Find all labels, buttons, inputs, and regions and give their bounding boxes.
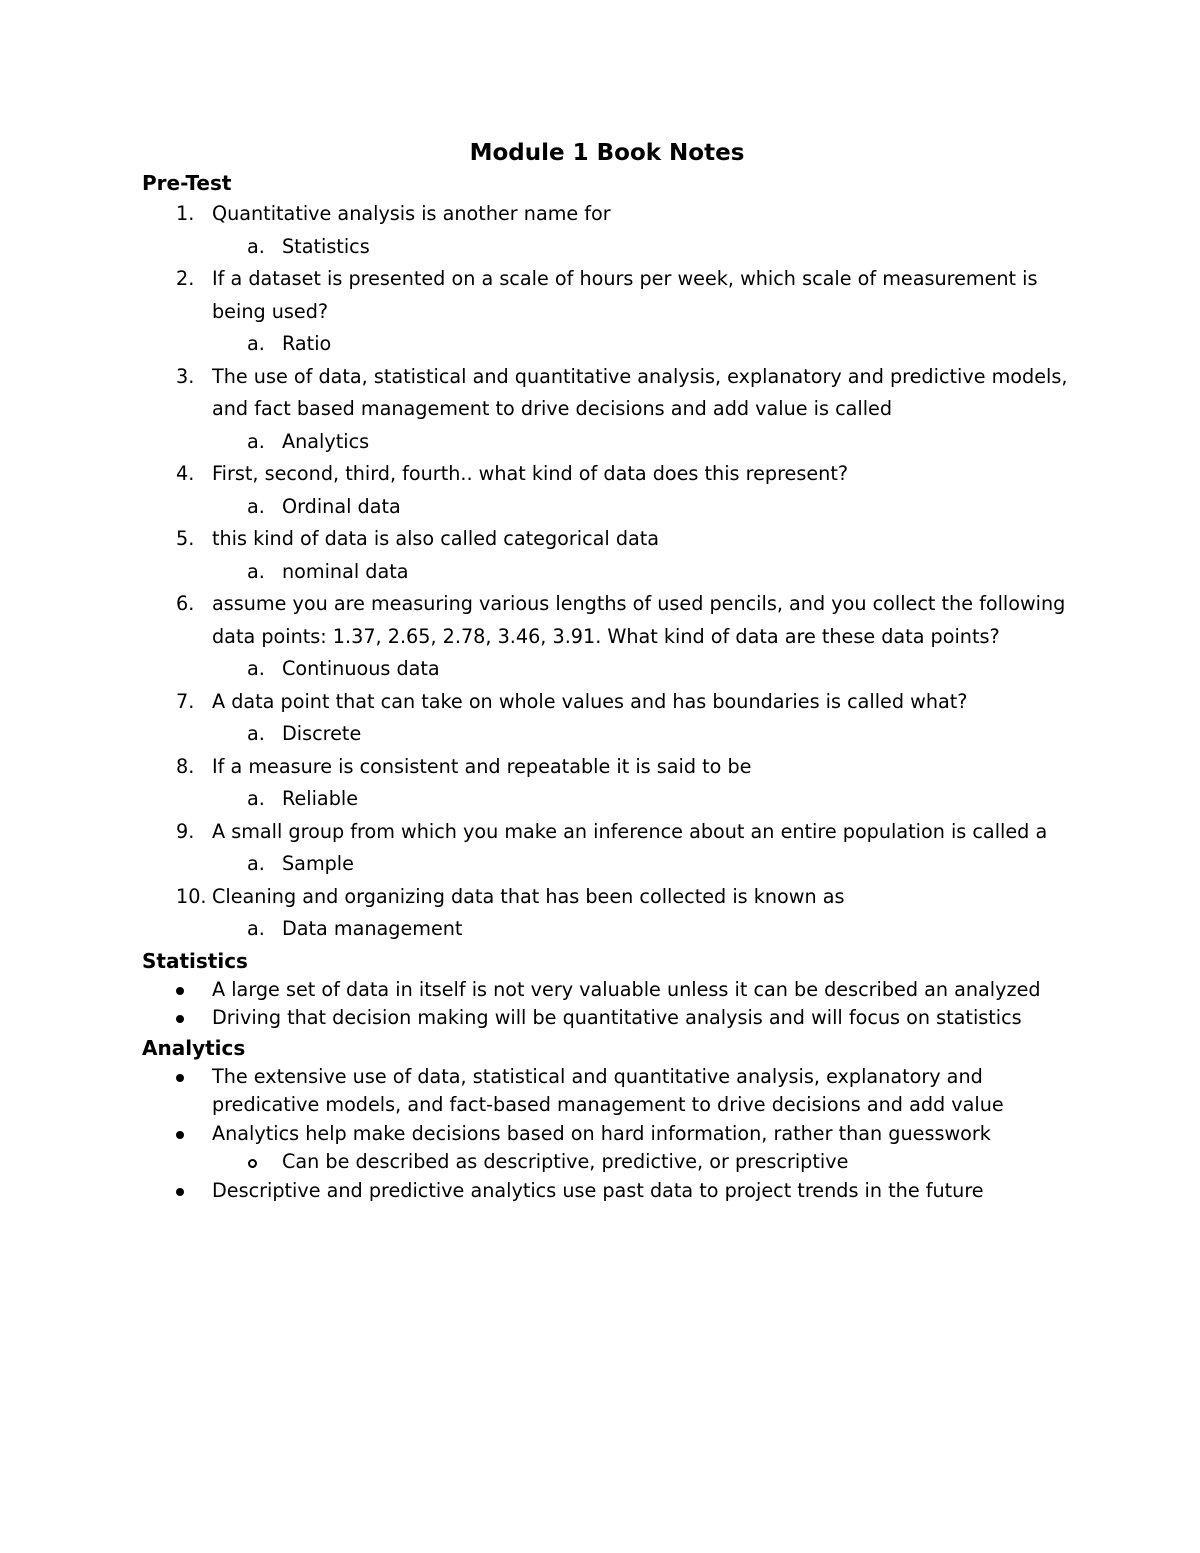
question-item xyxy=(142,686,1072,719)
answer-letter: a. xyxy=(247,234,265,258)
answer-text: Sample xyxy=(282,852,354,875)
bullet-item xyxy=(142,976,1072,1005)
answer-letter: a. xyxy=(247,917,265,940)
answer-item xyxy=(142,328,1072,361)
question-text: If a dataset is presented on a scale of hours per week, which scale of measurement is being used? xyxy=(212,267,1038,323)
bullet-item xyxy=(142,1004,1072,1033)
question-number: 7. xyxy=(176,689,195,713)
answer-text: Reliable xyxy=(282,787,359,810)
question-text: If a measure is consistent and repeatable it is said to be xyxy=(212,754,752,778)
question-text: First, second, third, fourth.. what kind of data does this represent? xyxy=(212,462,849,485)
answer-item xyxy=(142,783,1072,816)
question-item xyxy=(142,816,1072,849)
question-text: Cleaning and organizing data that has been collected is known as xyxy=(212,884,845,908)
hollow-circle-icon xyxy=(248,1159,257,1168)
question-number: 6. xyxy=(176,592,195,615)
answer-text: Ratio xyxy=(282,332,332,355)
question-number: 10. xyxy=(176,884,207,908)
answer-letter: a. xyxy=(247,494,265,518)
question-number: 1. xyxy=(176,202,195,225)
answer-text: Discrete xyxy=(282,722,362,745)
question-text: The use of data, statistical and quantitative analysis, explanatory and predictive models, and fact based management to drive decisions and add value is called xyxy=(212,364,1068,420)
bullet-item xyxy=(142,1120,1072,1149)
document-content xyxy=(142,140,1072,1205)
answer-item xyxy=(142,913,1072,946)
analytics-heading: Analytics xyxy=(142,1035,246,1060)
answer-letter: a. xyxy=(247,332,265,355)
answer-letter: a. xyxy=(247,852,265,875)
answer-item xyxy=(142,848,1072,881)
bullet-dot-icon xyxy=(176,1074,184,1082)
question-item xyxy=(142,751,1072,784)
page-title: Module 1 Book Notes xyxy=(469,140,745,166)
question-number: 9. xyxy=(176,819,195,843)
answer-letter: a. xyxy=(247,559,265,583)
bullet-text: The extensive use of data, statistical and quantitative analysis, explanatory and predicative models, and fact-based management to drive decisions and add value xyxy=(212,1064,1004,1116)
question-item xyxy=(142,361,1072,426)
question-text: Quantitative analysis is another name for xyxy=(212,202,611,225)
bullet-dot-icon xyxy=(176,1015,184,1023)
pretest-list xyxy=(142,198,1072,946)
sub-bullet-text: Can be described as descriptive, predictive, or prescriptive xyxy=(282,1150,849,1173)
question-number: 8. xyxy=(176,754,195,778)
bullet-dot-icon xyxy=(176,987,184,995)
question-item xyxy=(142,458,1072,491)
question-text: A small group from which you make an inference about an entire population is called a xyxy=(212,819,1048,843)
answer-item xyxy=(142,491,1072,524)
answer-text: Data management xyxy=(282,917,463,940)
bullet-item xyxy=(142,1177,1072,1206)
question-text: this kind of data is also called categorical data xyxy=(212,527,660,550)
question-text: A data point that can take on whole values and has boundaries is called what? xyxy=(212,689,968,713)
question-item xyxy=(142,263,1072,328)
statistics-list xyxy=(142,976,1072,1033)
analytics-list xyxy=(142,1063,1072,1206)
bullet-text: A large set of data in itself is not very valuable unless it can be described an analyzed xyxy=(212,977,1041,1001)
bullet-item xyxy=(142,1063,1072,1120)
question-number: 5. xyxy=(176,527,195,550)
question-number: 3. xyxy=(176,364,195,388)
bullet-text: Analytics help make decisions based on hard information, rather than guesswork xyxy=(212,1121,991,1145)
answer-letter: a. xyxy=(247,787,265,810)
answer-text: Ordinal data xyxy=(282,494,401,518)
answer-letter: a. xyxy=(247,722,265,745)
question-item xyxy=(142,881,1072,914)
answer-text: nominal data xyxy=(282,559,409,583)
question-number: 4. xyxy=(176,462,195,485)
statistics-heading: Statistics xyxy=(142,948,248,973)
answer-text: Statistics xyxy=(282,234,370,258)
question-item xyxy=(142,198,1072,231)
answer-letter: a. xyxy=(247,429,265,453)
question-text: assume you are measuring various lengths of used pencils, and you collect the following data points: 1.37, 2.65, 2.78, 3.46, 3.91. What kind of data are these data points? xyxy=(212,592,1066,648)
answer-item xyxy=(142,556,1072,589)
answer-text: Analytics xyxy=(282,429,370,453)
question-number: 2. xyxy=(176,267,195,290)
answer-item xyxy=(142,653,1072,686)
pretest-heading: Pre-Test xyxy=(142,171,232,195)
answer-text: Continuous data xyxy=(282,657,440,680)
bullet-text: Descriptive and predictive analytics use past data to project trends in the future xyxy=(212,1178,984,1202)
answer-letter: a. xyxy=(247,657,265,680)
sub-bullet-item xyxy=(142,1148,1072,1177)
question-item xyxy=(142,523,1072,556)
answer-item xyxy=(142,231,1072,264)
answer-item xyxy=(142,426,1072,459)
question-item xyxy=(142,588,1072,653)
bullet-dot-icon xyxy=(176,1131,184,1139)
bullet-text: Driving that decision making will be quantitative analysis and will focus on statistics xyxy=(212,1006,1022,1029)
answer-item xyxy=(142,718,1072,751)
bullet-dot-icon xyxy=(176,1188,184,1196)
